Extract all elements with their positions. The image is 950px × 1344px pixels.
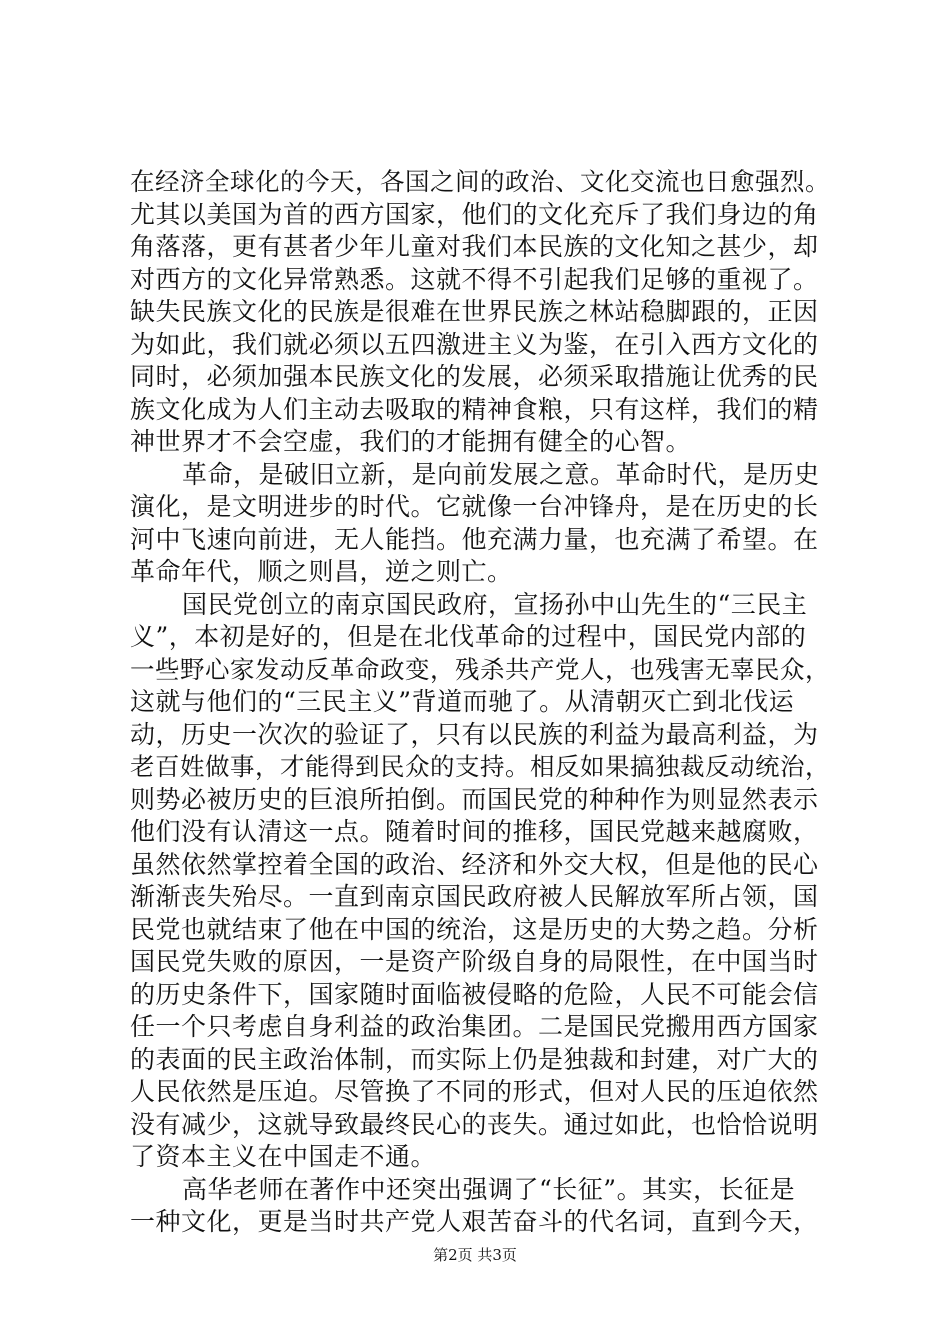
paragraph [130, 459, 830, 589]
text-line: 国民党创立的南京国民政府，宣扬孙中山先生的“三民主 [182, 589, 808, 619]
text-line: 他们没有认清这一点。随着时间的推移，国民党越来越腐败， [130, 817, 819, 846]
text-line: 对西方的文化异常熟悉。这就不得不引起我们足够的重视了。 [130, 264, 819, 294]
text-line: 没有减少，这就导致最终民心的丧失。通过如此，也恰恰说明 [130, 1109, 819, 1139]
text-line: 任一个只考虑自身利益的政治集团。二是国民党搬用西方国家 [130, 1012, 819, 1041]
text-line: 了资本主义在中国走不通。 [130, 1142, 437, 1171]
text-line: 缺失民族文化的民族是很难在世界民族之林站稳脚跟的，正因 [130, 297, 819, 326]
text-line: 老百姓做事，才能得到民众的支持。相反如果搞独裁反动统治， [130, 752, 830, 781]
text-line: 则势必被历史的巨浪所拍倒。而国民党的种种作为则显然表示 [130, 784, 819, 814]
text-line: 演化，是文明进步的时代。它就像一台冲锋舟，是在历史的长 [130, 492, 819, 521]
text-line: 为如此，我们就必须以五四激进主义为鉴，在引入西方文化的 [130, 329, 819, 359]
text-line: 义”，本初是好的，但是在北伐革命的过程中，国民党内部的 [130, 622, 807, 651]
text-line: 渐渐丧失殆尽。一直到南京国民政府被人民解放军所占领，国 [130, 882, 819, 911]
text-line: 尤其以美国为首的西方国家，他们的文化充斥了我们身边的角 [130, 199, 819, 229]
text-line: 革命，是破旧立新，是向前发展之意。革命时代，是历史 [182, 459, 820, 489]
paragraph [130, 166, 830, 459]
text-line: 高华老师在著作中还突出强调了“长征”。其实，长征是 [182, 1174, 796, 1204]
text-line: 民党也就结束了他在中国的统治，这是历史的大势之趋。分析 [130, 914, 819, 944]
paragraph [130, 589, 830, 1174]
text-line: 虽然依然掌控着全国的政治、经济和外交大权，但是他的民心 [130, 849, 819, 879]
text-line: 神世界才不会空虚，我们的才能拥有健全的心智。 [130, 427, 692, 456]
paragraph [130, 1174, 830, 1239]
text-line: 河中飞速向前进，无人能挡。他充满力量，也充满了希望。在 [130, 524, 819, 554]
text-line: 国民党失败的原因，一是资产阶级自身的局限性，在中国当时 [130, 947, 819, 976]
text-line: 角落落，更有甚者少年儿童对我们本民族的文化知之甚少，却 [130, 232, 819, 261]
text-line: 的表面的民主政治体制，而实际上仍是独裁和封建，对广大的 [130, 1044, 819, 1074]
text-line: 一些野心家发动反革命政变，残杀共产党人，也残害无辜民众， [130, 654, 830, 684]
text-line: 一种文化，更是当时共产党人艰苦奋斗的代名词，直到今天， [130, 1207, 819, 1236]
text-line: 动，历史一次次的验证了，只有以民族的利益为最高利益，为 [130, 719, 819, 749]
text-line: 这就与他们的“三民主义”背道而驰了。从清朝灭亡到北伐运 [130, 687, 795, 716]
text-line: 在经济全球化的今天，各国之间的政治、文化交流也日愈强烈。 [130, 167, 830, 196]
text-line: 的历史条件下，国家随时面临被侵略的危险，人民不可能会信 [130, 979, 819, 1009]
text-line: 人民依然是压迫。尽管换了不同的形式，但对人民的压迫依然 [130, 1077, 819, 1106]
text-line: 族文化成为人们主动去吸取的精神食粮，只有这样，我们的精 [130, 394, 819, 424]
text-line: 革命年代，顺之则昌，逆之则亡。 [130, 557, 513, 586]
page-footer: 第2页 共3页 [433, 1246, 517, 1264]
text-line: 同时，必须加强本民族文化的发展，必须采取措施让优秀的民 [130, 362, 819, 391]
document-body [130, 166, 830, 1239]
